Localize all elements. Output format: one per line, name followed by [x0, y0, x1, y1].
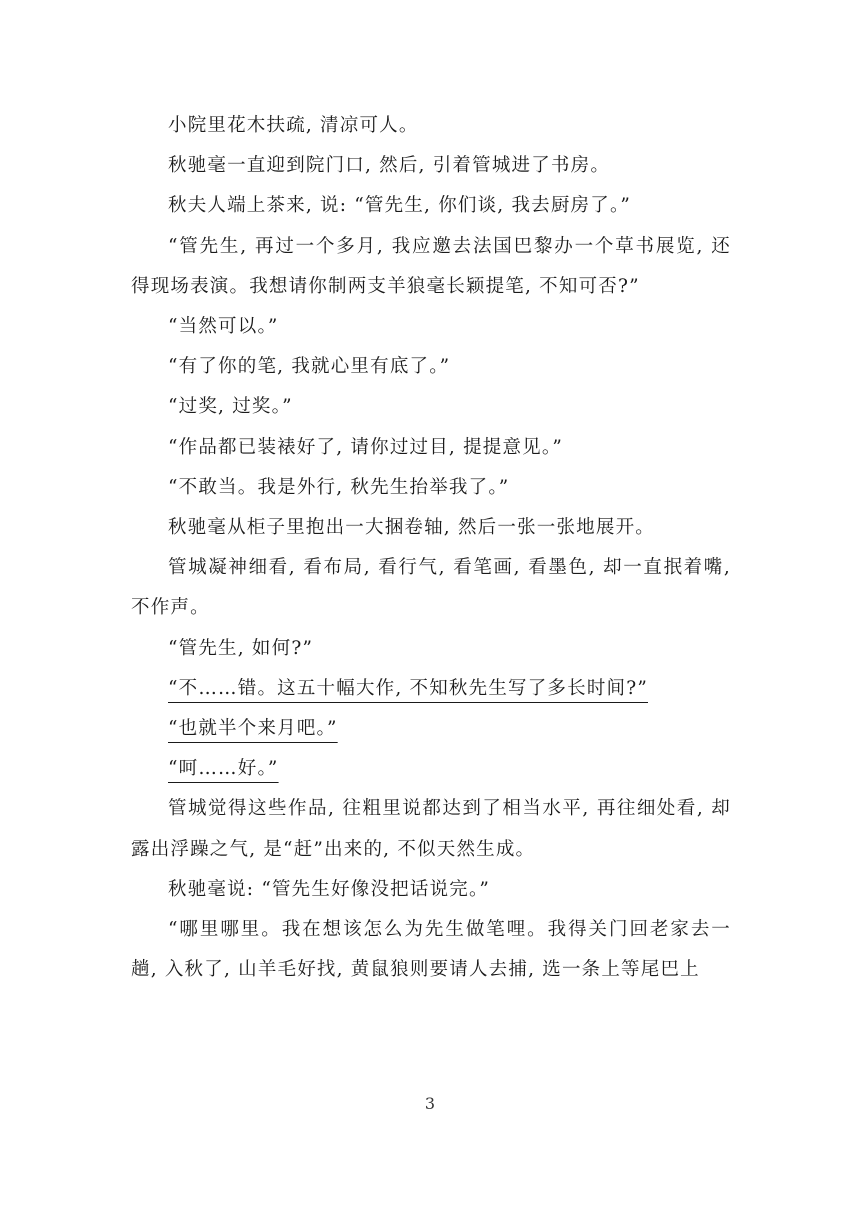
underlined-paragraph	[131, 709, 731, 749]
paragraph: 秋驰毫说: “管先生好像没把话说完。”	[168, 878, 491, 900]
paragraph: 管城觉得这些作品, 往粗里说都达到了相当水平, 再往细处看, 却露出浮躁之气, 是“赶”出来的, 不似天然生成。	[131, 798, 731, 860]
paragraph: 秋驰毫从柜子里抱出一大捆卷轴, 然后一张一张地展开。	[168, 517, 655, 539]
paragraph: 管城凝神细看, 看布局, 看行气, 看笔画, 看墨色, 却一直抿着嘴, 不作声。	[131, 557, 731, 619]
body-text	[131, 106, 731, 990]
underlined-text: “不……错。这五十幅大作, 不知秋先生写了多长时间?”	[168, 677, 648, 699]
paragraph: “不敢当。我是外行, 秋先生抬举我了。”	[168, 476, 510, 498]
paragraph: 秋夫人端上茶来, 说: “管先生, 你们谈, 我去厨房了。”	[168, 195, 632, 217]
paragraph: “哪里哪里。我在想该怎么为先生做笔哩。我得关门回老家去一趟, 入秋了, 山羊毛好找, 黄鼠狼则要请人去捕, 选一条上等尾巴上	[131, 919, 731, 981]
paragraph: “过奖, 过奖。”	[168, 396, 293, 418]
underlined-text: “也就半个来月吧。”	[168, 718, 338, 740]
underlined-paragraph	[131, 749, 731, 789]
paragraph: “当然可以。”	[168, 316, 279, 338]
underlined-text: “呵……好。”	[168, 758, 279, 780]
paragraph: 秋驰毫一直迎到院门口, 然后, 引着管城进了书房。	[168, 155, 611, 177]
paragraph: “有了你的笔, 我就心里有底了。”	[168, 356, 451, 378]
paragraph: “管先生, 再过一个多月, 我应邀去法国巴黎办一个草书展览, 还得现场表演。我想请你制两支羊狼毫长颖提笔, 不知可否?”	[131, 235, 731, 297]
paragraph: 小院里花木扶疏, 清凉可人。	[168, 115, 419, 136]
paragraph: “作品都已装裱好了, 请你过过目, 提提意见。”	[168, 436, 563, 458]
page-number: 3	[424, 1094, 436, 1113]
paragraph: “管先生, 如何?”	[168, 637, 314, 659]
underlined-paragraph	[131, 669, 731, 709]
